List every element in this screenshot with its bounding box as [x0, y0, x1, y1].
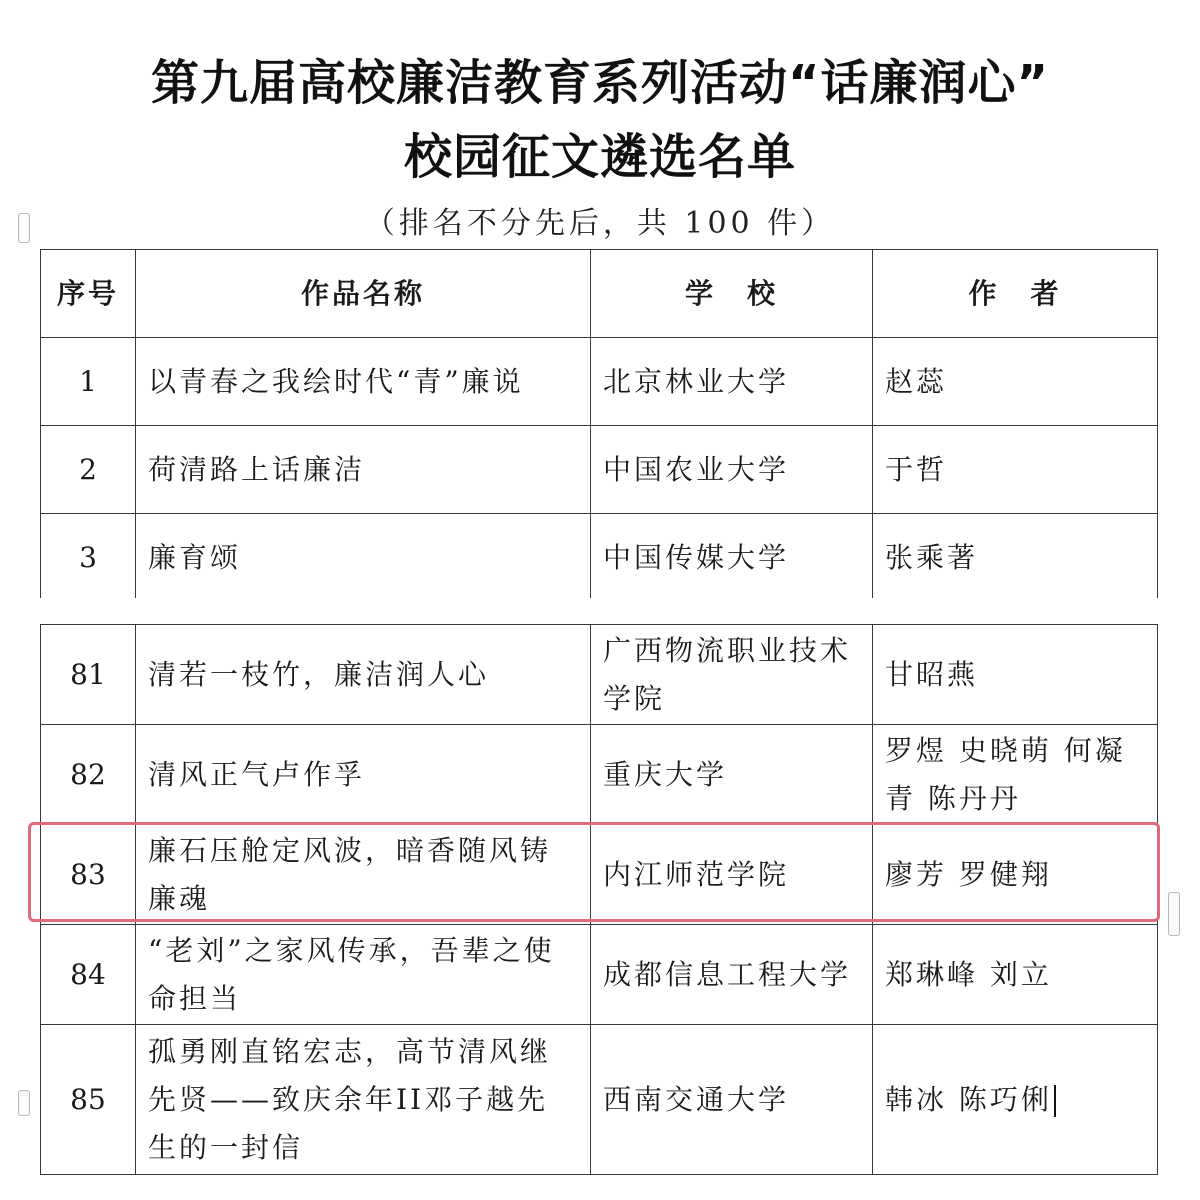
cell-seq: 3	[41, 514, 136, 602]
cell-author: 张乘著	[873, 514, 1158, 602]
table-row[interactable]	[41, 514, 1158, 602]
cell-work: 廉石压舱定风波，暗香随风铸廉魂	[136, 825, 591, 925]
table-row[interactable]	[41, 925, 1158, 1025]
cell-work: 清若一枝竹，廉洁润人心	[136, 625, 591, 725]
header-seq: 序号	[41, 250, 136, 338]
header-author: 作 者	[873, 250, 1158, 338]
cell-author: 郑琳峰 刘立	[873, 925, 1158, 1025]
cell-school: 重庆大学	[591, 725, 873, 825]
table-row[interactable]	[41, 426, 1158, 514]
header-work: 作品名称	[136, 250, 591, 338]
cell-author: 于哲	[873, 426, 1158, 514]
cell-seq: 2	[41, 426, 136, 514]
cell-seq: 82	[41, 725, 136, 825]
cell-author: 罗煜 史晓萌 何凝青 陈丹丹	[873, 725, 1158, 825]
right-edge-handle[interactable]	[1168, 892, 1180, 936]
cell-seq: 81	[41, 625, 136, 725]
table-header-row	[41, 250, 1158, 338]
table-row[interactable]	[41, 625, 1158, 725]
cell-school: 西南交通大学	[591, 1025, 873, 1175]
cell-seq: 83	[41, 825, 136, 925]
table-row[interactable]	[41, 725, 1158, 825]
cell-author: 廖芳 罗健翔	[873, 825, 1158, 925]
cell-work: 清风正气卢作孚	[136, 725, 591, 825]
left-edge-handle-top[interactable]	[18, 213, 30, 243]
header-school: 学 校	[591, 250, 873, 338]
cell-school: 内江师范学院	[591, 825, 873, 925]
cell-work: 荷清路上话廉洁	[136, 426, 591, 514]
table-page-gap	[38, 598, 1162, 622]
cell-work: 廉育颂	[136, 514, 591, 602]
document-title-line-1: 第九届高校廉洁教育系列活动“话廉润心”	[150, 55, 1050, 111]
left-edge-handle-bottom[interactable]	[18, 1090, 30, 1116]
document-subtitle: （排名不分先后，共 100 件）	[364, 206, 836, 241]
cell-author: 甘昭燕	[873, 625, 1158, 725]
cell-school: 中国农业大学	[591, 426, 873, 514]
cell-seq: 84	[41, 925, 136, 1025]
cell-work: 以青春之我绘时代“青”廉说	[136, 338, 591, 426]
cell-author-text: 韩冰 陈巧俐	[885, 1082, 1052, 1116]
table-row[interactable]	[41, 1025, 1158, 1175]
text-cursor	[1054, 1085, 1056, 1117]
cell-author: 赵蕊	[873, 338, 1158, 426]
selection-table-bottom	[40, 624, 1158, 1175]
cell-work: “老刘”之家风传承，吾辈之使命担当	[136, 925, 591, 1025]
selection-table-top	[40, 249, 1158, 602]
cell-school: 成都信息工程大学	[591, 925, 873, 1025]
document-title-line-2: 校园征文遴选名单	[403, 129, 796, 185]
cell-seq: 85	[41, 1025, 136, 1175]
table-row[interactable]	[41, 338, 1158, 426]
cell-work: 孤勇刚直铭宏志，高节清风继先贤——致庆余年II邓子越先生的一封信	[136, 1025, 591, 1175]
table-row-highlighted[interactable]	[41, 825, 1158, 925]
cell-school: 中国传媒大学	[591, 514, 873, 602]
cell-school: 北京林业大学	[591, 338, 873, 426]
cell-school: 广西物流职业技术学院	[591, 625, 873, 725]
cell-seq: 1	[41, 338, 136, 426]
cell-author-editing[interactable]	[873, 1025, 1158, 1175]
